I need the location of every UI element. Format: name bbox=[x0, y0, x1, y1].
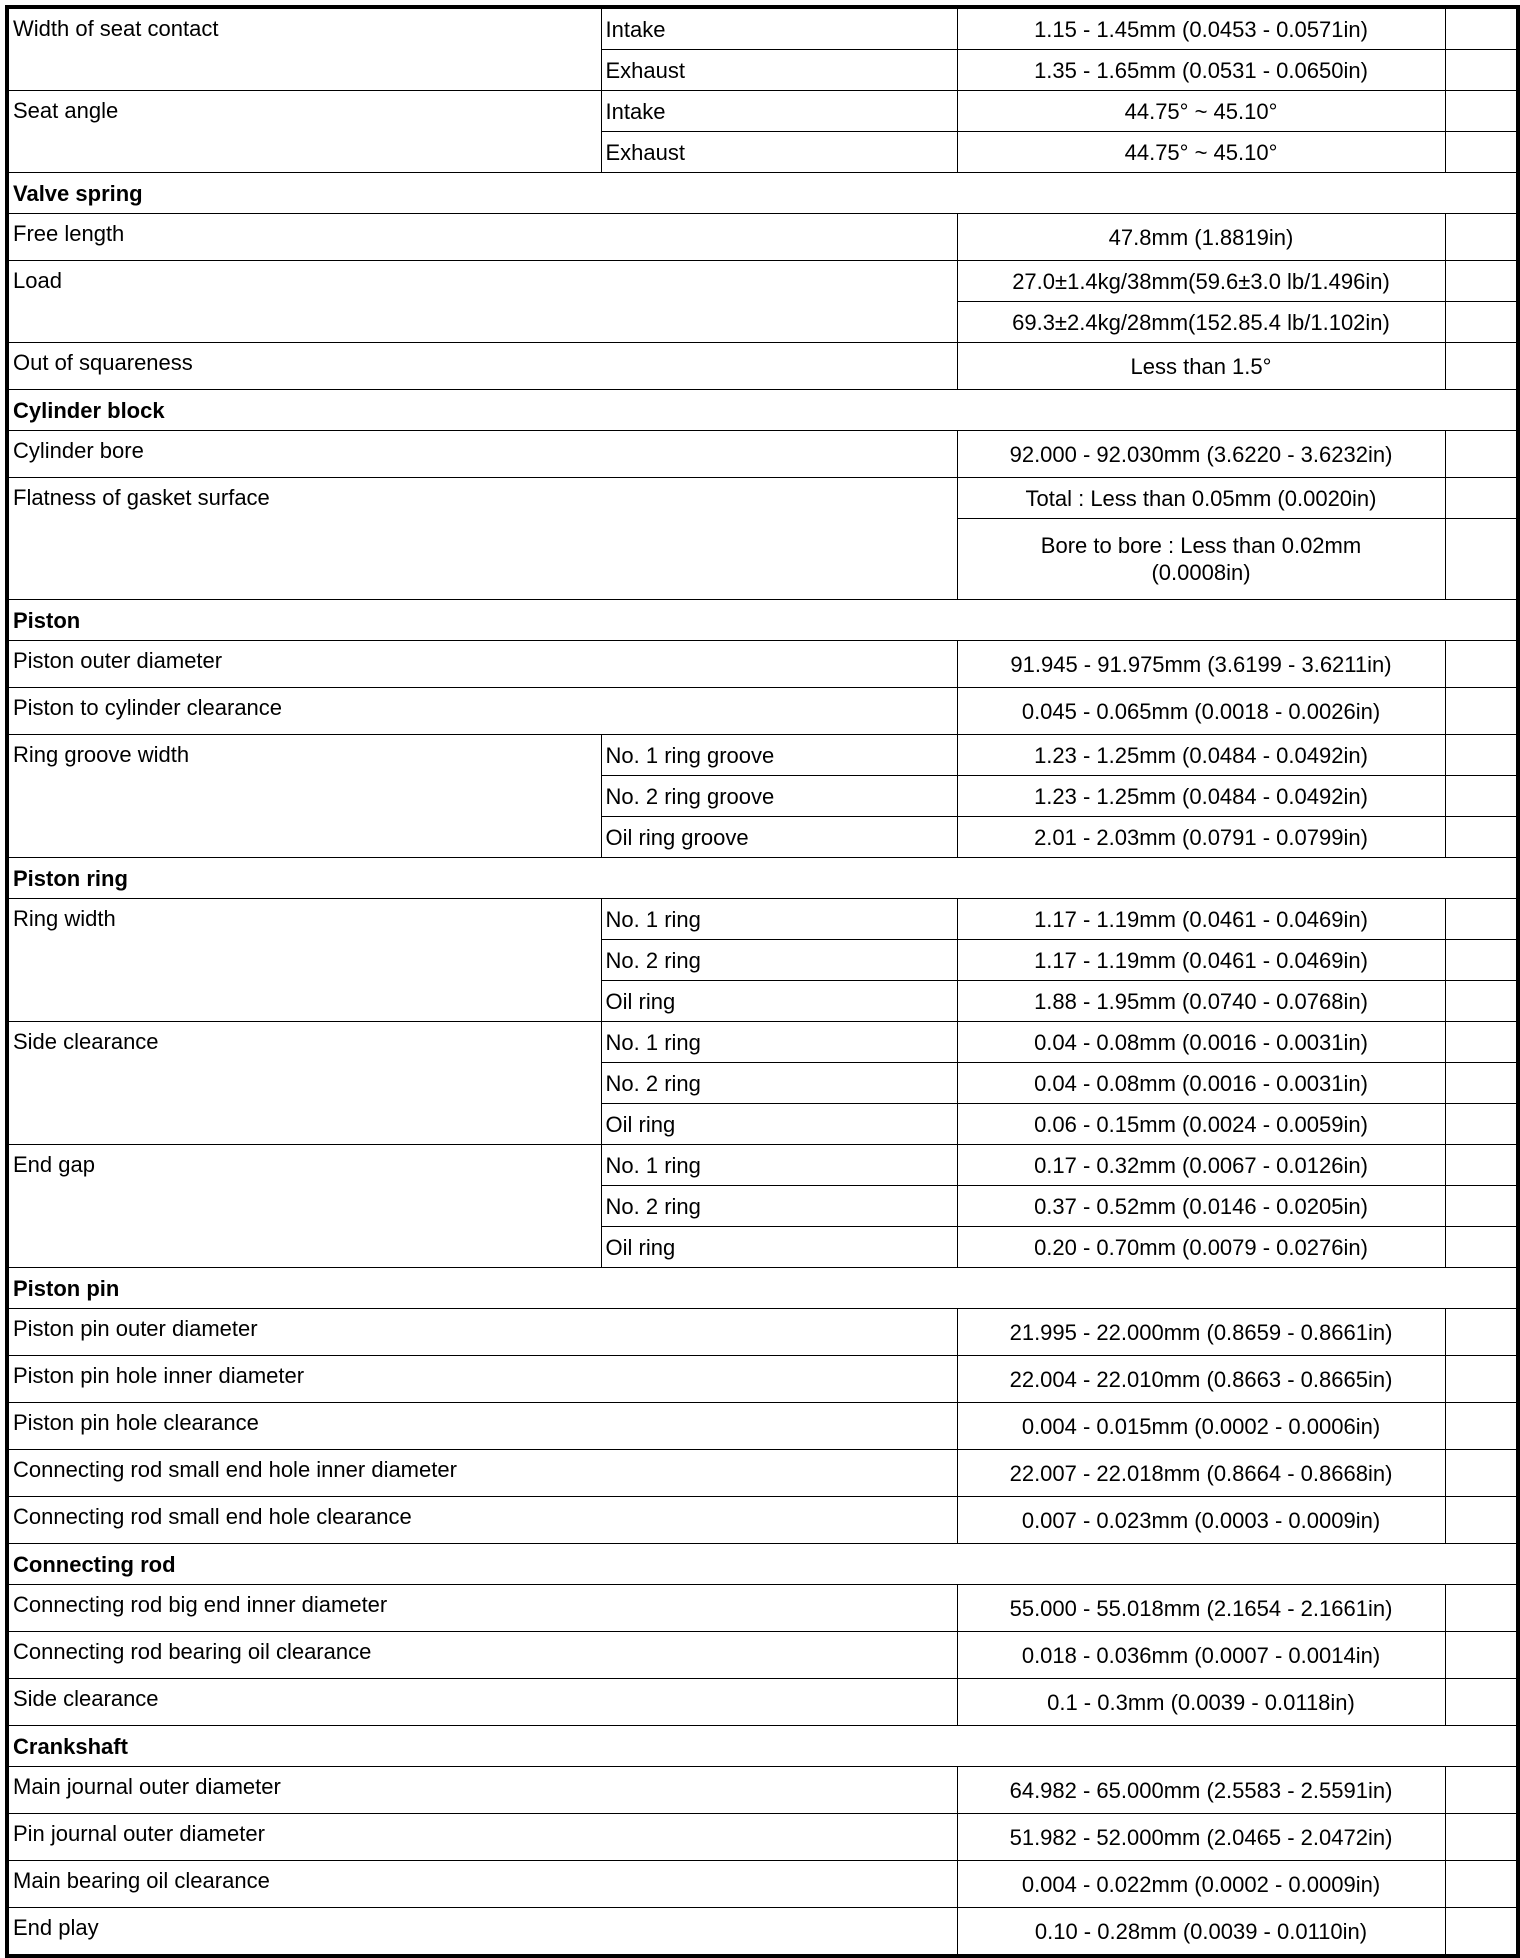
spec-label: Main bearing oil clearance bbox=[7, 1861, 957, 1908]
spec-value: 2.01 - 2.03mm (0.0791 - 0.0799in) bbox=[957, 817, 1445, 858]
spec-value: 0.37 - 0.52mm (0.0146 - 0.0205in) bbox=[957, 1186, 1445, 1227]
spec-value: 69.3±2.4kg/28mm(152.85.4 lb/1.102in) bbox=[957, 302, 1445, 343]
table-row bbox=[7, 431, 1518, 478]
spec-label: Width of seat contact bbox=[7, 7, 601, 91]
spec-note-cell bbox=[1445, 261, 1518, 302]
spec-label: Piston outer diameter bbox=[7, 641, 957, 688]
spec-sub-label: No. 2 ring bbox=[601, 1063, 957, 1104]
spec-value: 47.8mm (1.8819in) bbox=[957, 214, 1445, 261]
spec-value: 0.018 - 0.036mm (0.0007 - 0.0014in) bbox=[957, 1632, 1445, 1679]
spec-value: 0.04 - 0.08mm (0.0016 - 0.0031in) bbox=[957, 1022, 1445, 1063]
spec-value: 0.1 - 0.3mm (0.0039 - 0.0118in) bbox=[957, 1679, 1445, 1726]
spec-value: 0.004 - 0.022mm (0.0002 - 0.0009in) bbox=[957, 1861, 1445, 1908]
table-row bbox=[7, 735, 1518, 776]
spec-note-cell bbox=[1445, 1861, 1518, 1908]
spec-sub-label: Intake bbox=[601, 91, 957, 132]
spec-note-cell bbox=[1445, 1403, 1518, 1450]
spec-note-cell bbox=[1445, 1186, 1518, 1227]
spec-value: 0.004 - 0.015mm (0.0002 - 0.0006in) bbox=[957, 1403, 1445, 1450]
spec-sub-label: No. 1 ring groove bbox=[601, 735, 957, 776]
spec-value: 0.007 - 0.023mm (0.0003 - 0.0009in) bbox=[957, 1497, 1445, 1544]
spec-sub-label: No. 1 ring bbox=[601, 1145, 957, 1186]
table-row bbox=[7, 1861, 1518, 1908]
spec-value: 55.000 - 55.018mm (2.1654 - 2.1661in) bbox=[957, 1585, 1445, 1632]
spec-note-cell bbox=[1445, 1104, 1518, 1145]
section-header-row bbox=[7, 1268, 1518, 1309]
section-title: Crankshaft bbox=[7, 1726, 1518, 1767]
table-row bbox=[7, 343, 1518, 390]
spec-value: 1.88 - 1.95mm (0.0740 - 0.0768in) bbox=[957, 981, 1445, 1022]
spec-note-cell bbox=[1445, 641, 1518, 688]
table-row bbox=[7, 1814, 1518, 1861]
table-row bbox=[7, 1497, 1518, 1544]
spec-value: 91.945 - 91.975mm (3.6199 - 3.6211in) bbox=[957, 641, 1445, 688]
spec-note-cell bbox=[1445, 302, 1518, 343]
spec-label: Piston pin hole clearance bbox=[7, 1403, 957, 1450]
table-row bbox=[7, 1022, 1518, 1063]
spec-value: 1.17 - 1.19mm (0.0461 - 0.0469in) bbox=[957, 940, 1445, 981]
spec-note-cell bbox=[1445, 1450, 1518, 1497]
spec-value: 1.23 - 1.25mm (0.0484 - 0.0492in) bbox=[957, 735, 1445, 776]
spec-sub-label: No. 2 ring bbox=[601, 940, 957, 981]
spec-value: 1.35 - 1.65mm (0.0531 - 0.0650in) bbox=[957, 50, 1445, 91]
spec-value: 1.17 - 1.19mm (0.0461 - 0.0469in) bbox=[957, 899, 1445, 940]
section-title: Cylinder block bbox=[7, 390, 1518, 431]
section-header-row bbox=[7, 1544, 1518, 1585]
table-row bbox=[7, 1679, 1518, 1726]
spec-value: 22.007 - 22.018mm (0.8664 - 0.8668in) bbox=[957, 1450, 1445, 1497]
table-row bbox=[7, 7, 1518, 50]
spec-label: Seat angle bbox=[7, 91, 601, 173]
spec-note-cell bbox=[1445, 1814, 1518, 1861]
table-row bbox=[7, 261, 1518, 302]
spec-note-cell bbox=[1445, 1145, 1518, 1186]
spec-value: 0.06 - 0.15mm (0.0024 - 0.0059in) bbox=[957, 1104, 1445, 1145]
section-title: Valve spring bbox=[7, 173, 1518, 214]
spec-sub-label: No. 1 ring bbox=[601, 899, 957, 940]
spec-note-cell bbox=[1445, 431, 1518, 478]
spec-note-cell bbox=[1445, 940, 1518, 981]
spec-label: Load bbox=[7, 261, 957, 343]
table-row bbox=[7, 1403, 1518, 1450]
spec-label: Connecting rod big end inner diameter bbox=[7, 1585, 957, 1632]
table-row bbox=[7, 688, 1518, 735]
table-row bbox=[7, 899, 1518, 940]
spec-label: Flatness of gasket surface bbox=[7, 478, 957, 600]
section-header-row bbox=[7, 1726, 1518, 1767]
table-row bbox=[7, 1450, 1518, 1497]
spec-label: Connecting rod bearing oil clearance bbox=[7, 1632, 957, 1679]
spec-note-cell bbox=[1445, 776, 1518, 817]
spec-note-cell bbox=[1445, 1063, 1518, 1104]
spec-value: 0.10 - 0.28mm (0.0039 - 0.0110in) bbox=[957, 1908, 1445, 1957]
spec-value: 1.23 - 1.25mm (0.0484 - 0.0492in) bbox=[957, 776, 1445, 817]
spec-note-cell bbox=[1445, 1908, 1518, 1957]
spec-note-cell bbox=[1445, 735, 1518, 776]
spec-value: 22.004 - 22.010mm (0.8663 - 0.8665in) bbox=[957, 1356, 1445, 1403]
spec-label: Piston pin outer diameter bbox=[7, 1309, 957, 1356]
section-title: Piston bbox=[7, 600, 1518, 641]
spec-label: End gap bbox=[7, 1145, 601, 1268]
spec-value: Bore to bore : Less than 0.02mm (0.0008in) bbox=[957, 519, 1445, 600]
spec-label: Piston pin hole inner diameter bbox=[7, 1356, 957, 1403]
spec-label: Ring width bbox=[7, 899, 601, 1022]
table-row bbox=[7, 91, 1518, 132]
spec-note-cell bbox=[1445, 519, 1518, 600]
table-row bbox=[7, 1632, 1518, 1679]
spec-label: Piston to cylinder clearance bbox=[7, 688, 957, 735]
spec-note-cell bbox=[1445, 1632, 1518, 1679]
spec-label: Ring groove width bbox=[7, 735, 601, 858]
table-row bbox=[7, 1585, 1518, 1632]
spec-label: Connecting rod small end hole clearance bbox=[7, 1497, 957, 1544]
spec-label: Out of squareness bbox=[7, 343, 957, 390]
spec-label: Side clearance bbox=[7, 1679, 957, 1726]
spec-label: Side clearance bbox=[7, 1022, 601, 1145]
spec-value: 0.20 - 0.70mm (0.0079 - 0.0276in) bbox=[957, 1227, 1445, 1268]
table-row bbox=[7, 478, 1518, 519]
spec-value: Total : Less than 0.05mm (0.0020in) bbox=[957, 478, 1445, 519]
spec-note-cell bbox=[1445, 1767, 1518, 1814]
spec-note-cell bbox=[1445, 50, 1518, 91]
spec-note-cell bbox=[1445, 1497, 1518, 1544]
spec-sub-label: Exhaust bbox=[601, 50, 957, 91]
spec-note-cell bbox=[1445, 132, 1518, 173]
spec-note-cell bbox=[1445, 1356, 1518, 1403]
spec-note-cell bbox=[1445, 343, 1518, 390]
table-row bbox=[7, 1145, 1518, 1186]
spec-table-body bbox=[7, 7, 1518, 1956]
spec-label: Connecting rod small end hole inner diameter bbox=[7, 1450, 957, 1497]
spec-value: 27.0±1.4kg/38mm(59.6±3.0 lb/1.496in) bbox=[957, 261, 1445, 302]
section-header-row bbox=[7, 858, 1518, 899]
spec-value: 44.75° ~ 45.10° bbox=[957, 91, 1445, 132]
spec-label: Pin journal outer diameter bbox=[7, 1814, 957, 1861]
spec-note-cell bbox=[1445, 91, 1518, 132]
spec-value: 0.045 - 0.065mm (0.0018 - 0.0026in) bbox=[957, 688, 1445, 735]
spec-note-cell bbox=[1445, 688, 1518, 735]
spec-value: 64.982 - 65.000mm (2.5583 - 2.5591in) bbox=[957, 1767, 1445, 1814]
spec-note-cell bbox=[1445, 1227, 1518, 1268]
table-row bbox=[7, 1908, 1518, 1957]
spec-label: End play bbox=[7, 1908, 957, 1957]
spec-note-cell bbox=[1445, 478, 1518, 519]
spec-sub-label: Oil ring bbox=[601, 981, 957, 1022]
spec-sub-label: No. 2 ring groove bbox=[601, 776, 957, 817]
spec-label: Main journal outer diameter bbox=[7, 1767, 957, 1814]
spec-note-cell bbox=[1445, 1679, 1518, 1726]
section-title: Piston ring bbox=[7, 858, 1518, 899]
spec-note-cell bbox=[1445, 899, 1518, 940]
spec-value: 51.982 - 52.000mm (2.0465 - 2.0472in) bbox=[957, 1814, 1445, 1861]
section-title: Connecting rod bbox=[7, 1544, 1518, 1585]
spec-note-cell bbox=[1445, 817, 1518, 858]
section-title: Piston pin bbox=[7, 1268, 1518, 1309]
spec-note-cell bbox=[1445, 7, 1518, 50]
spec-note-cell bbox=[1445, 1022, 1518, 1063]
section-header-row bbox=[7, 390, 1518, 431]
table-row bbox=[7, 1356, 1518, 1403]
section-header-row bbox=[7, 600, 1518, 641]
spec-note-cell bbox=[1445, 1585, 1518, 1632]
spec-sub-label: No. 1 ring bbox=[601, 1022, 957, 1063]
spec-label: Free length bbox=[7, 214, 957, 261]
table-row bbox=[7, 1309, 1518, 1356]
spec-sub-label: No. 2 ring bbox=[601, 1186, 957, 1227]
spec-note-cell bbox=[1445, 214, 1518, 261]
spec-label: Cylinder bore bbox=[7, 431, 957, 478]
spec-sub-label: Intake bbox=[601, 7, 957, 50]
section-header-row bbox=[7, 173, 1518, 214]
spec-sub-label: Oil ring bbox=[601, 1227, 957, 1268]
table-row bbox=[7, 641, 1518, 688]
spec-sub-label: Exhaust bbox=[601, 132, 957, 173]
spec-sub-label: Oil ring bbox=[601, 1104, 957, 1145]
spec-value: Less than 1.5° bbox=[957, 343, 1445, 390]
table-row bbox=[7, 1767, 1518, 1814]
spec-value: 0.04 - 0.08mm (0.0016 - 0.0031in) bbox=[957, 1063, 1445, 1104]
spec-value: 21.995 - 22.000mm (0.8659 - 0.8661in) bbox=[957, 1309, 1445, 1356]
spec-sub-label: Oil ring groove bbox=[601, 817, 957, 858]
spec-note-cell bbox=[1445, 981, 1518, 1022]
spec-value: 44.75° ~ 45.10° bbox=[957, 132, 1445, 173]
table-row bbox=[7, 214, 1518, 261]
spec-value: 92.000 - 92.030mm (3.6220 - 3.6232in) bbox=[957, 431, 1445, 478]
spec-value: 1.15 - 1.45mm (0.0453 - 0.0571in) bbox=[957, 7, 1445, 50]
engine-specification-table bbox=[5, 5, 1520, 1958]
spec-value: 0.17 - 0.32mm (0.0067 - 0.0126in) bbox=[957, 1145, 1445, 1186]
spec-note-cell bbox=[1445, 1309, 1518, 1356]
